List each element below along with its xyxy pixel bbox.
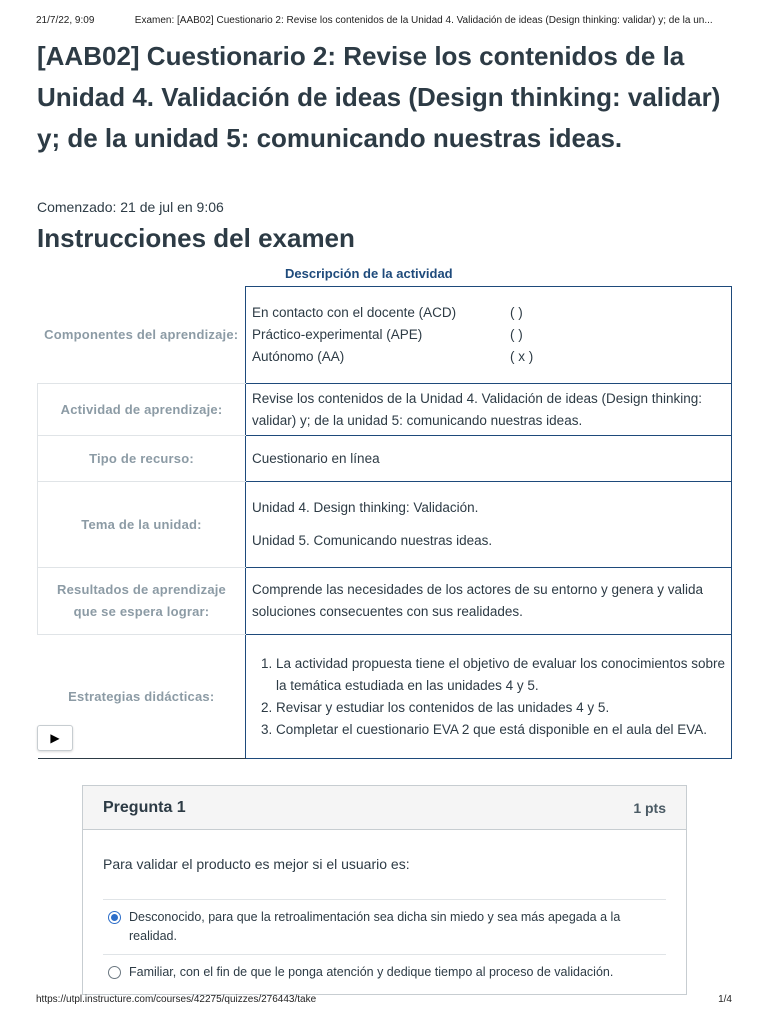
- quiz-title: [AAB02] Cuestionario 2: Revise los contenidos de la Unidad 4. Validación de ideas (Design thinking: validar) y; de la unidad 5: comunicando nuestras ideas.: [37, 41, 721, 153]
- print-page-number: 1/4: [718, 994, 732, 1005]
- strategies-value: [246, 635, 732, 759]
- answer-option-2[interactable]: [103, 954, 666, 990]
- print-url: https://utpl.instructure.com/courses/42275/quizzes/276443/take: [36, 994, 317, 1005]
- topic-item: Unidad 5. Comunicando nuestras ideas.: [252, 533, 493, 548]
- radio-selected-icon[interactable]: [108, 911, 121, 924]
- components-value: [246, 287, 732, 384]
- table-row: [38, 436, 732, 482]
- strategies-label: Estrategias didácticas:: [38, 635, 246, 759]
- table-row: [38, 482, 732, 568]
- topic-item: Unidad 4. Design thinking: Validación.: [252, 500, 479, 515]
- table-row: [38, 384, 732, 436]
- table-row: [38, 635, 732, 759]
- description-heading: Descripción de la actividad: [285, 266, 453, 281]
- modality-mark: ( x ): [510, 349, 534, 364]
- strategies-list: [252, 653, 725, 741]
- modality-name: Práctico-experimental (APE): [252, 327, 423, 342]
- modality-name: Autónomo (AA): [252, 349, 345, 364]
- question-card: [82, 785, 687, 995]
- question-header: [83, 786, 686, 830]
- started-at: Comenzado: 21 de jul en 9:06: [37, 199, 224, 215]
- results-value: Comprende las necesidades de los actores de su entorno y genera y valida soluciones consecuentes con sus realidades.: [246, 568, 732, 635]
- answer-text: Familiar, con el fin de que le ponga atención y dedique tiempo al proceso de validación.: [129, 965, 614, 979]
- activity-value: Revise los contenidos de la Unidad 4. Validación de ideas (Design thinking: validar) y; de la unidad 5: comunicando nuestras ideas.: [246, 384, 732, 436]
- modality-mark: ( ): [510, 327, 523, 342]
- print-footer: [36, 994, 732, 1005]
- modality-mark: ( ): [510, 305, 523, 320]
- table-row: [38, 568, 732, 635]
- radio-unselected-icon[interactable]: [108, 966, 121, 979]
- question-name: Pregunta 1: [103, 798, 186, 816]
- list-item: 1. La actividad propuesta tiene el objetivo de evaluar los conocimientos sobre la temática estudiada en las unidades 4 y 5.: [276, 653, 725, 697]
- activity-table: [37, 286, 732, 759]
- activity-label: Actividad de aprendizaje:: [38, 384, 246, 436]
- topic-value: [246, 482, 732, 568]
- list-item: 2. Revisar y estudiar los contenidos de las unidades 4 y 5.: [276, 697, 725, 719]
- resource-value: Cuestionario en línea: [246, 436, 732, 482]
- play-button[interactable]: [37, 725, 73, 751]
- play-icon: ▶: [50, 731, 60, 745]
- resource-label: Tipo de recurso:: [38, 436, 246, 482]
- table-row: [38, 287, 732, 384]
- instructions-heading: Instrucciones del examen: [37, 223, 355, 253]
- print-header: [36, 15, 732, 26]
- answer-list: [103, 899, 666, 990]
- answer-text: Desconocido, para que la retroalimentación sea dicha sin miedo y sea más apegada a la realidad.: [129, 910, 621, 943]
- modality-ape: [252, 324, 725, 346]
- modality-name: En contacto con el docente (ACD): [252, 305, 457, 320]
- results-label: Resultados de aprendizaje que se espera lograr:: [38, 568, 246, 635]
- modality-acd: [252, 302, 725, 324]
- topic-label: Tema de la unidad:: [38, 482, 246, 568]
- print-page-title: Examen: [AAB02] Cuestionario 2: Revise los contenidos de la Unidad 4. Validación de ideas (Design thinking: validar) y; de la un...: [134, 15, 713, 26]
- modality-aa: [252, 346, 725, 368]
- question-points: 1 pts: [633, 799, 666, 816]
- answer-option-1[interactable]: [103, 899, 666, 954]
- print-date: 21/7/22, 9:09: [36, 15, 95, 26]
- list-item: 3. Completar el cuestionario EVA 2 que está disponible en el aula del EVA.: [276, 719, 725, 741]
- question-text: Para validar el producto es mejor si el usuario es:: [103, 856, 410, 872]
- components-label: Componentes del aprendizaje:: [38, 287, 246, 384]
